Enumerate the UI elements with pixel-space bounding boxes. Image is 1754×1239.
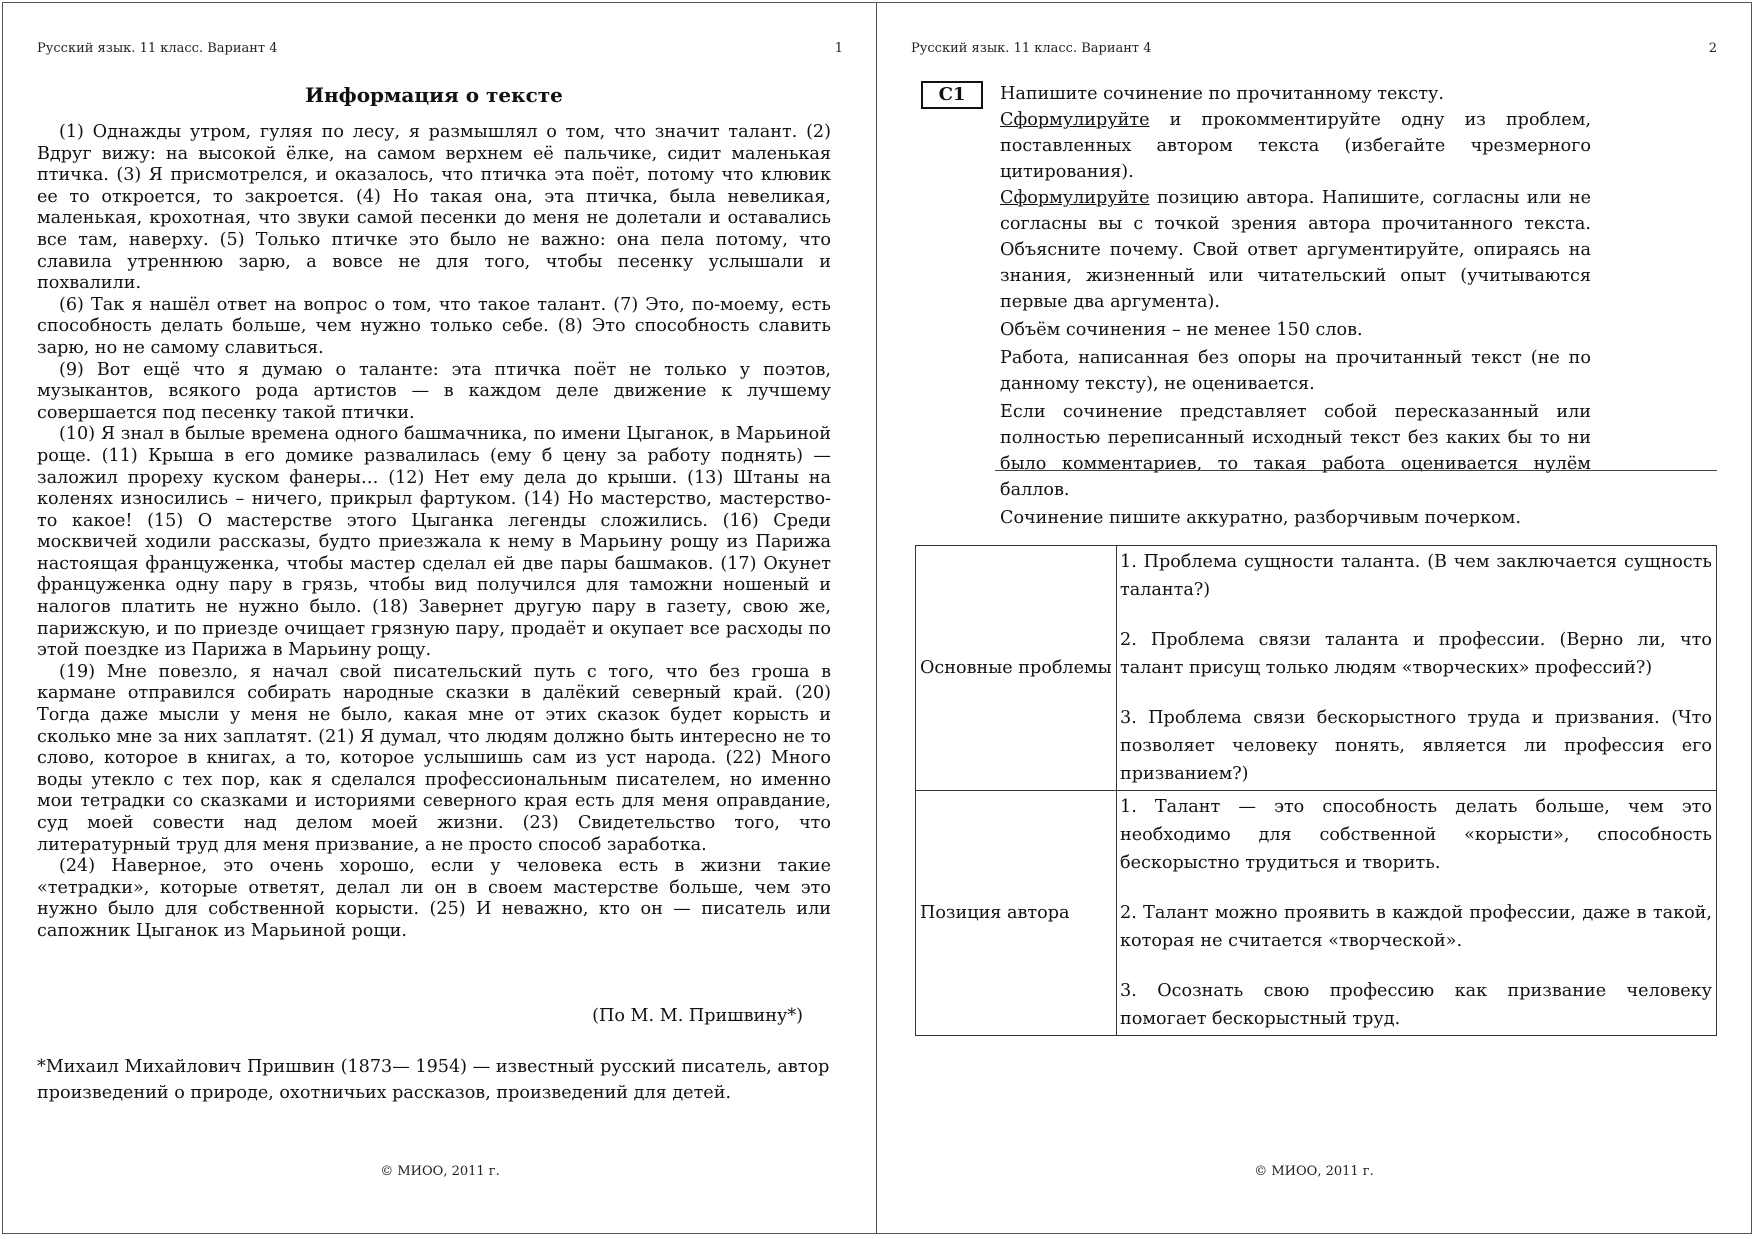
divider-line <box>995 470 1717 471</box>
task-label-box: С1 <box>921 81 983 109</box>
footnote: *Михаил Михайлович Пришвин (1873— 1954) — известный русский писатель, автор произведений о природе, охотничьих рассказов, произведений для детей. <box>37 1057 830 1103</box>
page-left <box>2 2 878 1234</box>
text-paragraph: (19) Мне повезло, я начал свой писательский путь с того, что без гроша в кармане отправился собирать народные сказки в далёкий северный край. (20) Тогда даже мысли у меня не было, какая мне от этих сказок будет корысть и сколько мне за них заплатят. (21) Я думал, что людям должно быть интересно не то слово, которое в книгах, а то, которое услышишь сам из уст народа. (22) Много воды утекло с тех пор, как я сделался профессиональным писателем, но именно мои тетрадки со сказками и историями северного края есть для меня оправдание, суд моей совести над делом моей жизни. (23) Свидетельство того, что литературный труд для меня призвание, а не просто способ заработка. <box>37 661 831 855</box>
table-item: 2. Талант можно проявить в каждой профессии, даже в такой, которая не считается «творческой». <box>1120 903 1712 951</box>
page-header: Русский язык. 11 класс. Вариант 4 <box>911 41 1152 56</box>
task-line: Объём сочинения – не менее 150 слов. <box>1000 320 1363 340</box>
text-paragraph: (10) Я знал в былые времена одного башмачника, по имени Цыганок, в Марьиной роще. (11) Крыша в его домике развалилась (ему б цену за работу поднять) — заложил прореху куском фанеры… (12) Нет ему дела до крыши. (13) Штаны на коленях износились – ничего, прикрыл фартуком. (14) Но мастерство, мастерство-то какое! (15) О мастерстве этого Цыганка легенды сложились. (16) Среди москвичей ходили рассказы, будто приезжала к нему в Марьину рощу из Парижа настоящая француженка, чтобы мастер сделал ей две пары башмаков. (17) Окунет француженка одну пару в грязь, чтобы вид получился для таможни ношеный и налогов платить не нужно было. (18) Завернет другую пару в газету, свою же, парижскую, и по приезде очищает грязную пару, продаёт и окупает все расходы по этой поездке из Парижа в Марьину рощу. <box>37 424 831 661</box>
text-paragraph: (9) Вот ещё что я думаю о таланте: эта птичка поёт не только у поэтов, музыкантов, всякого рода артистов — в каждом деле движение к лучшему совершается под песенку такой птички. <box>37 359 831 423</box>
page-footer: © МИОО, 2011 г. <box>380 1164 500 1179</box>
task-line: Работа, написанная без опоры на прочитанный текст (не по данному тексту), не оценивается. <box>1000 348 1591 394</box>
row-label: Позиция автора <box>916 791 1117 1036</box>
row-content <box>1117 791 1717 1036</box>
row-label: Основные проблемы <box>916 546 1117 791</box>
answer-key-table <box>915 545 1717 1036</box>
table-item: 3. Осознать свою профессию как призвание человеку помогает бескорыстный труд. <box>1120 981 1712 1029</box>
row-content <box>1117 546 1717 791</box>
task-line <box>1000 107 1591 185</box>
text-paragraph: (6) Так я нашёл ответ на вопрос о том, что такое талант. (7) Это, по-моему, есть способность делать больше, чем нужно только себе. (8) Это способность славить зарю, но не самому славиться. <box>37 294 831 358</box>
task-line: Напишите сочинение по прочитанному тексту. <box>1000 84 1444 104</box>
table-row <box>916 791 1717 1036</box>
task-line <box>1000 185 1591 315</box>
page-number: 2 <box>1708 41 1717 56</box>
task-line-text: позицию автора. Напишите, согласны или не согласны вы с точкой зрения автора прочитанного текста. Объясните почему. Свой ответ аргументируйте, опираясь на знания, жизненный или читательский опыт (учитываются первые два аргумента). <box>1000 188 1591 312</box>
text-paragraph: (24) Наверное, это очень хорошо, если у человека есть в жизни такие «тетрадки», которые ответят, делал ли он в своем мастерстве больше, чем это нужно было для собственной корысти. (25) И неважно, кто он — писатель или сапожник Цыганок из Марьиной рощи. <box>37 856 831 941</box>
text-paragraph: (1) Однажды утром, гуляя по лесу, я размышлял о том, что значит талант. (2) Вдруг вижу: на высокой ёлке, на самом верхнем её пальчике, сидит маленькая птичка. (3) Я присмотрелся, и оказалось, что птичка эта поёт, потому что клювик ее то откроется, то закроется. (4) Но такая она, эта птичка, была невеликая, маленькая, крохотная, что звуки самой песенки до меня не долетали и оставались все там, наверху. (5) Только птичке это было не важно: она пела потому, что славила утреннюю зарю, а вовсе не для того, чтобы песенку услышали и похвалили. <box>37 122 831 294</box>
text-title: Информация о тексте <box>305 83 563 107</box>
task-line: Если сочинение представляет собой пересказанный или полностью переписанный исходный текст без каких бы то ни было комментариев, то такая работа оценивается нулём баллов. <box>1000 402 1591 500</box>
table-item: 1. Проблема сущности таланта. (В чем заключается сущность таланта?) <box>1120 552 1712 600</box>
table-item: 2. Проблема связи таланта и профессии. (Верно ли, что талант присущ только людям «творческих» профессий?) <box>1120 630 1712 678</box>
source-text <box>37 122 831 943</box>
task-instructions <box>1000 81 1591 531</box>
table-item: 3. Проблема связи бескорыстного труда и призвания. (Что позволяет человеку понять, является ли профессия его призванием?) <box>1120 708 1712 784</box>
page-number: 1 <box>834 41 843 56</box>
table-item: 1. Талант — это способность делать больше, чем это необходимо для собственной «корысти», способность бескорыстно трудиться и творить. <box>1120 797 1712 873</box>
page-right <box>876 2 1752 1234</box>
table-row <box>916 546 1717 791</box>
task-line-text: и прокомментируйте одну из проблем, поставленных автором текста (избегайте чрезмерного цитирования). <box>1000 110 1591 182</box>
page-header: Русский язык. 11 класс. Вариант 4 <box>37 41 278 56</box>
task-line: Сочинение пишите аккуратно, разборчивым почерком. <box>1000 508 1521 528</box>
underlined-keyword: Сформулируйте <box>1000 110 1150 130</box>
page-footer: © МИОО, 2011 г. <box>1254 1164 1374 1179</box>
attribution: (По М. М. Пришвину*) <box>592 1006 803 1026</box>
underlined-keyword: Сформулируйте <box>1000 188 1150 208</box>
